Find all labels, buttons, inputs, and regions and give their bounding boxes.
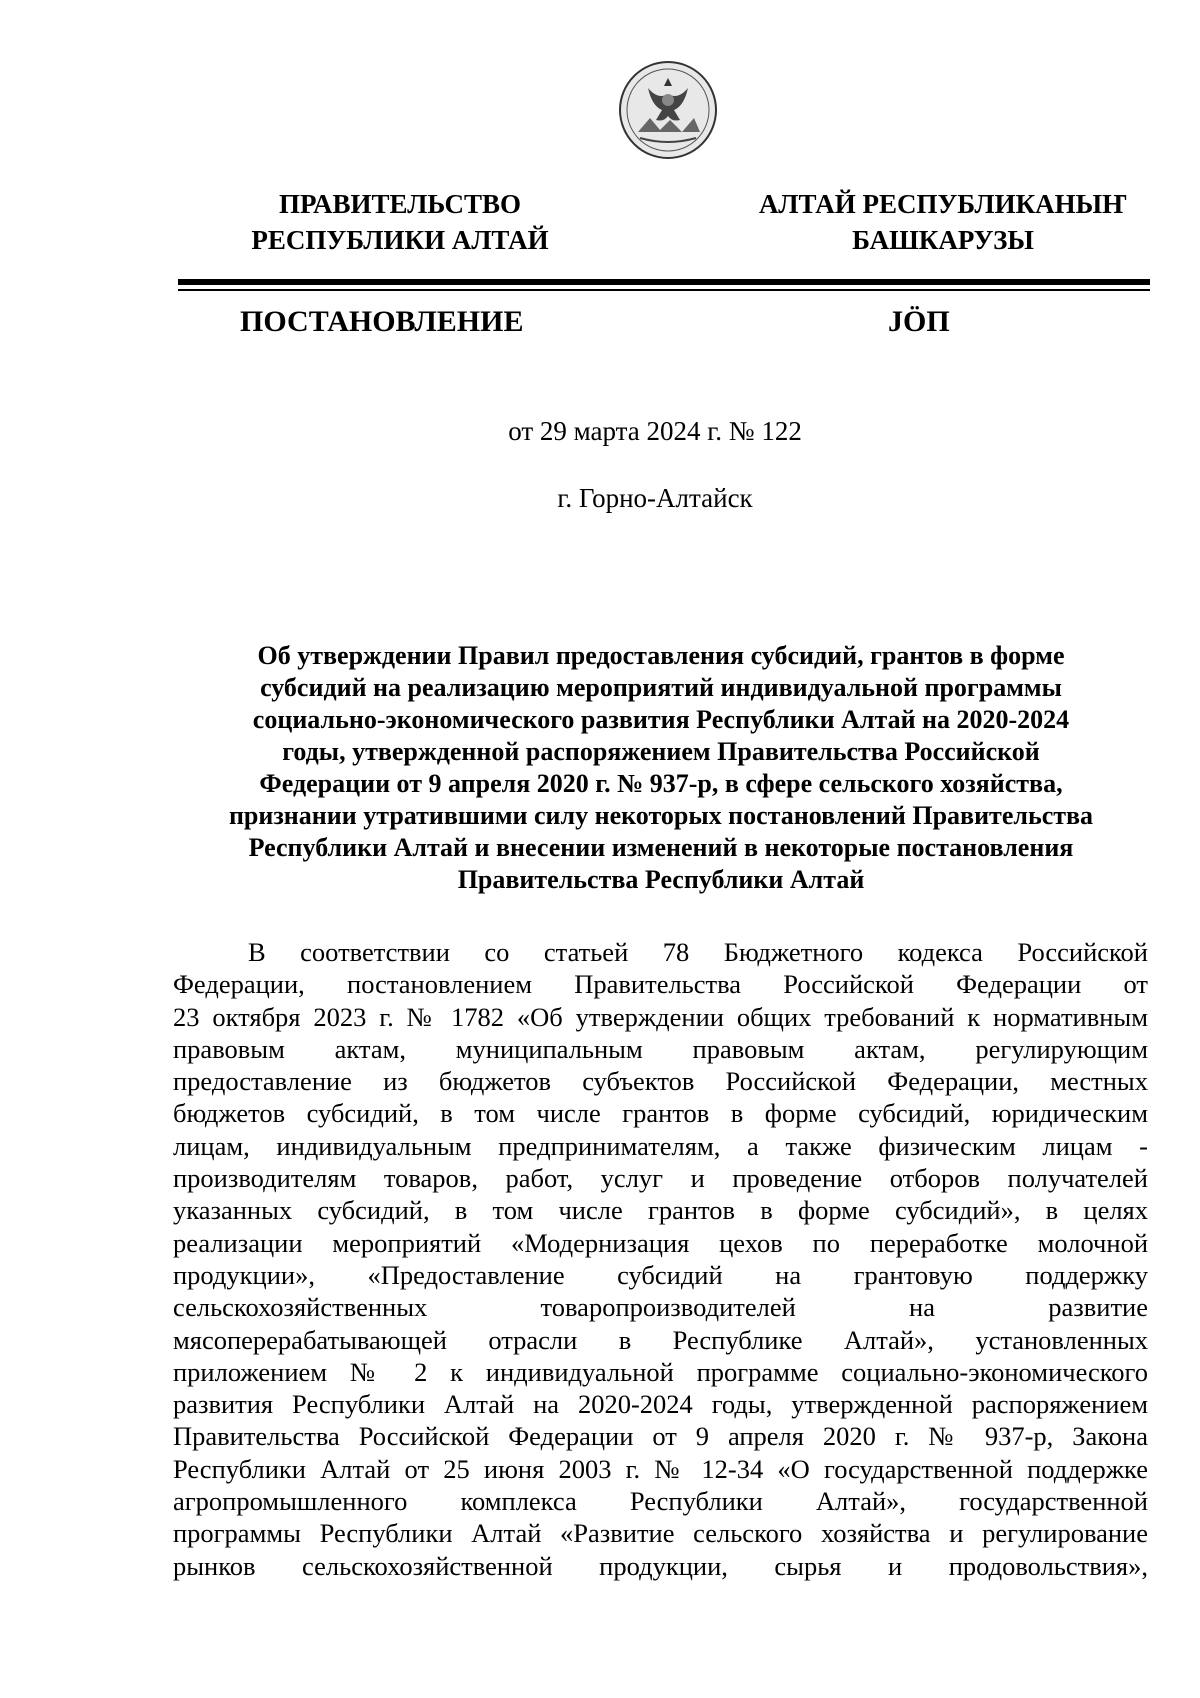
- body-line: приложением № 2 к индивидуальной программе социально-экономического: [173, 1356, 1148, 1387]
- header-divider-thin: [178, 289, 1150, 291]
- title-line: Республики Алтай и внесении изменений в некоторые постановления: [248, 833, 1074, 862]
- document-date-number: от 29 марта 2024 г. № 122: [508, 416, 802, 446]
- title-line: Федерации от 9 апреля 2020 г. № 937-р, в сфере сельского хозяйства,: [259, 769, 1063, 798]
- body-line: 23 октября 2023 г. № 1782 «Об утверждении общих требований к нормативным: [173, 1001, 1148, 1032]
- title-line: годы, утвержденной распоряжением Правительства Российской: [282, 737, 1040, 766]
- body-line: реализации мероприятий «Модернизация цехов по переработке молочной: [173, 1227, 1148, 1258]
- body-line: лицам, индивидуальным предпринимателям, а также физическим лицам -: [173, 1130, 1148, 1161]
- document-city: г. Горно-Алтайск: [557, 483, 753, 513]
- doc-type-altai: JӦП: [888, 305, 950, 338]
- body-line: бюджетов субсидий, в том числе грантов в форме субсидий, юридическим: [173, 1098, 1148, 1129]
- doc-type-russian: ПОСТАНОВЛЕНИЕ: [240, 305, 524, 338]
- header-right-line: БАШКАРУЗЫ: [852, 225, 1034, 255]
- body-line: производителям товаров, работ, услуг и проведение отборов получателей: [173, 1163, 1148, 1194]
- header-divider-thick: [178, 279, 1150, 285]
- republic-emblem-icon: [618, 60, 718, 160]
- header-right-line: АЛТАЙ РЕСПУБЛИКАНЫҤ: [758, 189, 1128, 219]
- body-line: Республики Алтай от 25 июня 2003 г. № 12-34 «О государственной поддержке: [173, 1453, 1148, 1484]
- header-left-line: РЕСПУБЛИКИ АЛТАЙ: [251, 225, 549, 255]
- body-line: развития Республики Алтай на 2020-2024 годы, утвержденной распоряжением: [173, 1389, 1148, 1420]
- body-line: продукции», «Предоставление субсидий на грантовую поддержку: [173, 1259, 1148, 1290]
- body-line: сельскохозяйственных товаропроизводителей на развитие: [173, 1292, 1148, 1323]
- header-left: [220, 186, 580, 258]
- body-line: указанных субсидий, в том числе грантов в форме субсидий», в целях: [173, 1195, 1148, 1226]
- body-line: правовым актам, муниципальным правовым актам, регулирующим: [173, 1033, 1148, 1064]
- body-line: рынков сельскохозяйственной продукции, сырья и продовольствия»,: [173, 1550, 1148, 1581]
- body-line: программы Республики Алтай «Развитие сельского хозяйства и регулирование: [173, 1518, 1148, 1549]
- header-right: [728, 186, 1158, 258]
- body-line: предоставление из бюджетов субъектов Российской Федерации, местных: [173, 1066, 1148, 1097]
- document-body: [173, 936, 1148, 1582]
- body-line: мясоперерабатывающей отрасли в Республике Алтай», установленных: [173, 1324, 1148, 1355]
- body-line: Федерации, постановлением Правительства Российской Федерации от: [173, 969, 1148, 1000]
- document-title: [178, 640, 1144, 896]
- body-line: агропромышленного комплекса Республики Алтай», государственной: [173, 1486, 1148, 1517]
- title-line: Правительства Республики Алтай: [457, 865, 865, 894]
- title-line: субсидий на реализацию мероприятий индивидуальной программы: [260, 673, 1062, 702]
- title-line: социально-экономического развития Республики Алтай на 2020-2024: [252, 705, 1070, 734]
- body-line: Правительства Российской Федерации от 9 апреля 2020 г. № 937-р, Закона: [173, 1421, 1148, 1452]
- title-line: признании утратившими силу некоторых постановлений Правительства: [228, 801, 1094, 830]
- body-line: В соответствии со статьей 78 Бюджетного кодекса Российской: [248, 937, 1148, 967]
- title-line: Об утверждении Правил предоставления субсидий, грантов в форме: [257, 641, 1065, 670]
- header-left-line: ПРАВИТЕЛЬСТВО: [278, 189, 522, 219]
